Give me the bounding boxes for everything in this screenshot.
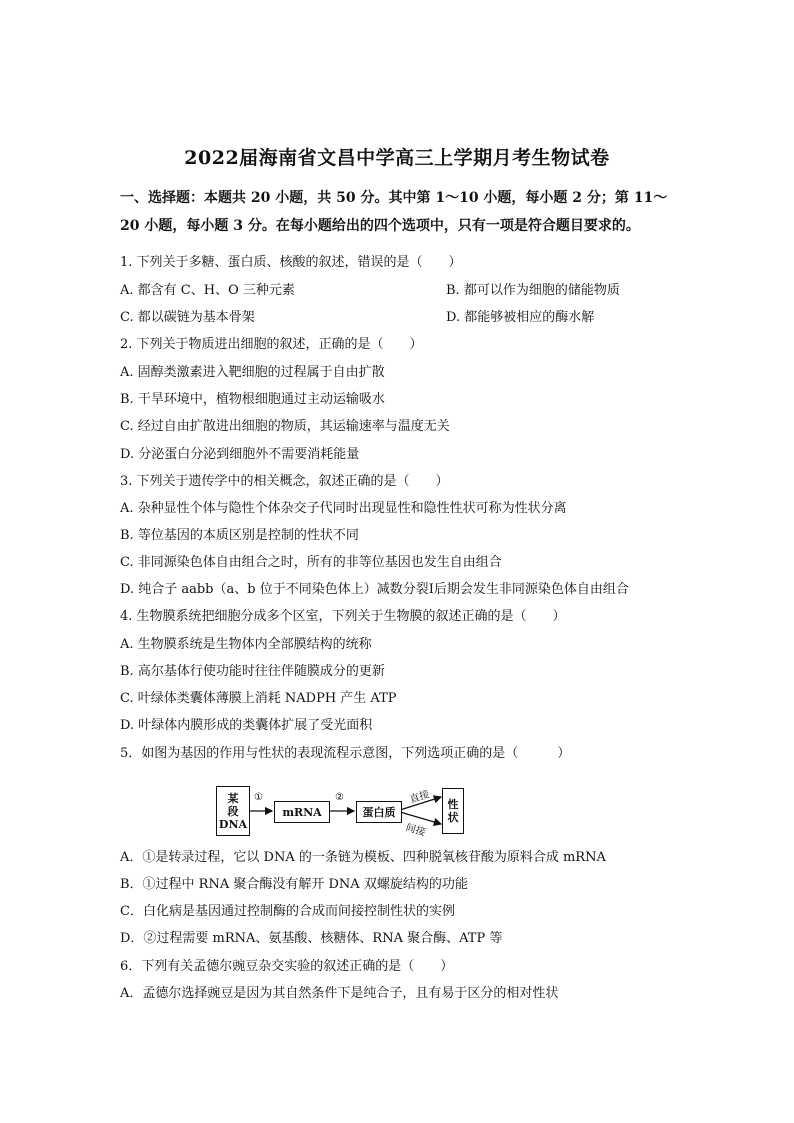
q6-option-a: A．孟德尔选择豌豆是因为其自然条件下是纯合子，且有易于区分的相对性状 bbox=[120, 986, 559, 1001]
diagram-box-trait: 性 状 bbox=[442, 788, 464, 834]
q2-option-a: A. 固醇类激素进入靶细胞的过程属于自由扩散 bbox=[120, 365, 385, 380]
q1-option-c: C. 都以碳链为基本骨架 bbox=[120, 310, 255, 325]
q3-option-c: C. 非同源染色体自由组合之时，所有的非等位基因也发生自由组合 bbox=[120, 555, 502, 570]
q3-option-b: B. 等位基因的本质区别是控制的性状不同 bbox=[120, 528, 359, 543]
q5-option-d: D．②过程需要 mRNA、氨基酸、核糖体、RNA 聚合酶、ATP 等 bbox=[120, 931, 503, 946]
q3-stem: 3. 下列关于遗传学中的相关概念，叙述正确的是（ ） bbox=[120, 474, 449, 489]
q4-option-b: B. 高尔基体行使功能时往往伴随膜成分的更新 bbox=[120, 664, 385, 679]
q2-stem: 2. 下列关于物质进出细胞的叙述，正确的是（ ） bbox=[120, 337, 423, 352]
q2-option-b: B. 干旱环境中，植物根细胞通过主动运输吸水 bbox=[120, 392, 385, 407]
diagram-label-indirect: 间接 bbox=[404, 822, 427, 839]
page-title: 2022届海南省文昌中学高三上学期月考生物试卷 bbox=[184, 147, 610, 169]
q1-option-a: A. 都含有 C、H、O 三种元素 bbox=[120, 283, 295, 298]
q3-option-d: D. 纯合子 aabb（a、b 位于不同染色体上）减数分裂Ⅰ后期会发生非同源染色体自由组合 bbox=[120, 582, 629, 597]
q4-stem: 4. 生物膜系统把细胞分成多个区室，下列关于生物膜的叙述正确的是（ ） bbox=[120, 609, 566, 624]
q4-option-d: D. 叶绿体内膜形成的类囊体扩展了受光面积 bbox=[120, 718, 373, 733]
q5-option-a: A．①是转录过程，它以 DNA 的一条链为模板、四种脱氧核苷酸为原料合成 mRNA bbox=[120, 850, 606, 865]
q2-option-c: C. 经过自由扩散进出细胞的物质，其运输速率与温度无关 bbox=[120, 419, 450, 434]
q1-option-d: D. 都能够被相应的酶水解 bbox=[446, 310, 595, 325]
diagram-label-direct: 直接 bbox=[408, 789, 431, 806]
diagram-step-1-label: ① bbox=[254, 792, 263, 803]
q4-option-c: C. 叶绿体类囊体薄膜上消耗 NADPH 产生 ATP bbox=[120, 691, 397, 706]
q1-option-b: B. 都可以作为细胞的储能物质 bbox=[446, 283, 620, 298]
diagram-box-mrna: mRNA bbox=[274, 801, 330, 823]
q3-option-a: A. 杂种显性个体与隐性个体杂交子代同时出现显性和隐性性状可称为性状分离 bbox=[120, 501, 567, 516]
q2-option-d: D. 分泌蛋白分泌到细胞外不需要消耗能量 bbox=[120, 447, 360, 462]
section-heading: 一、选择题：本题共 20 小题，共 50 分。其中第 1～10 小题，每小题 2 分；第 11～20 小题，每小题 3 分。在每小题给出的四个选项中，只有一项是符合题目要求的。 bbox=[120, 190, 668, 234]
diagram-step-2-label: ② bbox=[335, 792, 344, 803]
gene-expression-diagram bbox=[216, 784, 466, 838]
q5-option-b: B．①过程中 RNA 聚合酶没有解开 DNA 双螺旋结构的功能 bbox=[120, 877, 468, 892]
q5-option-c: C．白化病是基因通过控制酶的合成而间接控制性状的实例 bbox=[120, 904, 455, 919]
q4-option-a: A. 生物膜系统是生物体内全部膜结构的统称 bbox=[120, 637, 372, 652]
diagram-box-protein: 蛋白质 bbox=[356, 801, 402, 823]
q5-stem: 5．如图为基因的作用与性状的表现流程示意图，下列选项正确的是（ ） bbox=[120, 746, 571, 761]
diagram-box-dna: 某 段 DNA bbox=[216, 786, 250, 836]
q1-stem: 1. 下列关于多糖、蛋白质、核酸的叙述，错误的是（ ） bbox=[120, 255, 462, 270]
q6-stem: 6．下列有关孟德尔豌豆杂交实验的叙述正确的是（ ） bbox=[120, 959, 454, 974]
